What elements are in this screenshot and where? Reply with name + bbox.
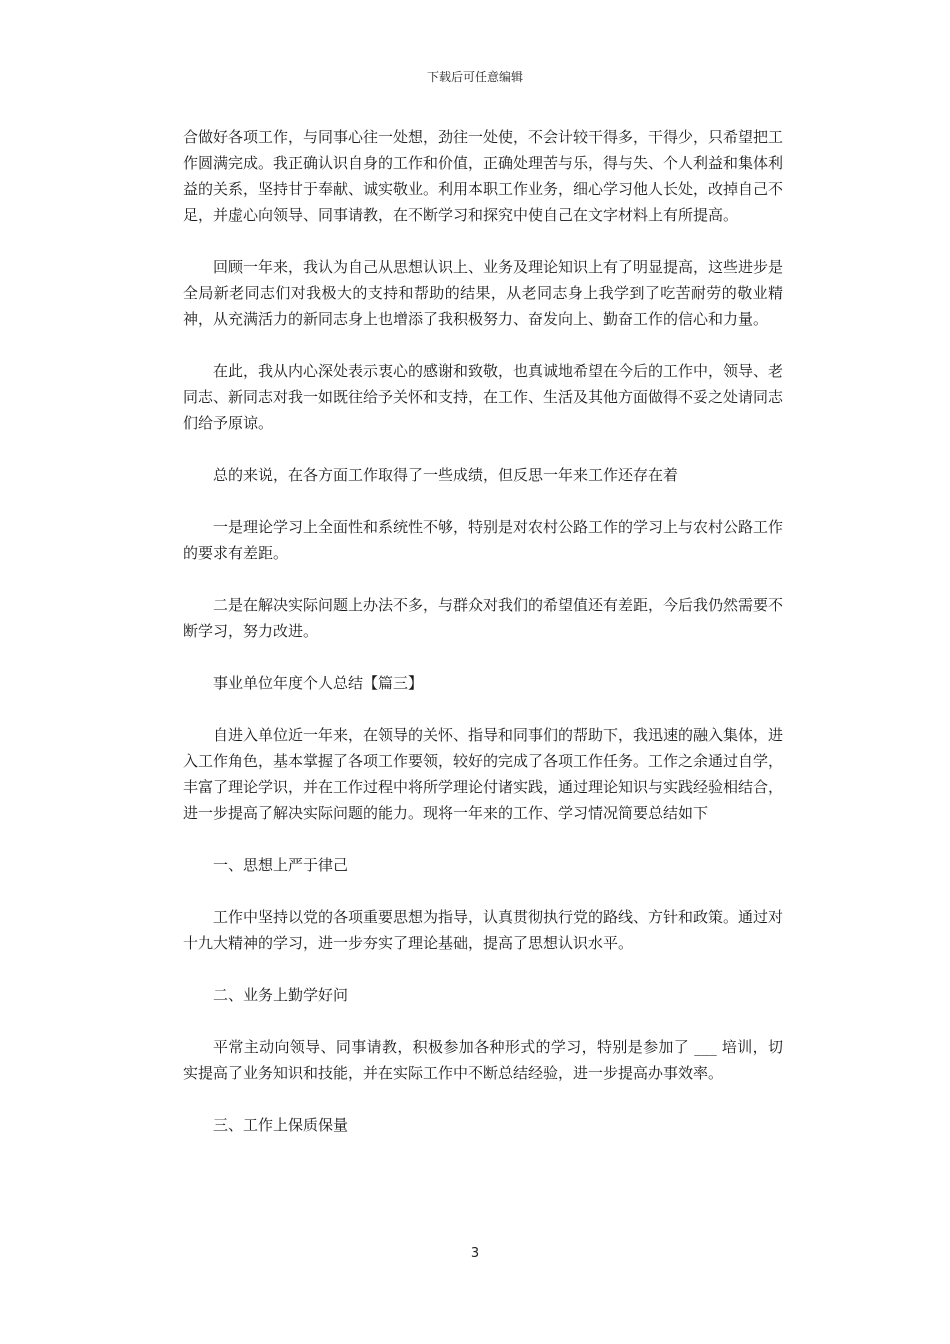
paragraph-summary: 总的来说，在各方面工作取得了一些成绩，但反思一年来工作还存在着 <box>213 466 679 484</box>
paragraph-thanks: 在此，我从内心深处表示衷心的感谢和致敬，也真诚地希望在今后的工作中，领导、老同志、新同志对我一如既往给予关怀和支持，在工作、生活及其他方面做得不妥之处请同志们给予原谅。 <box>183 362 784 432</box>
paragraph-continuation: 合做好各项工作，与同事心往一处想，劲往一处使，不会计较干得多，干得少，只希望把工作圆满完成。我正确认识自身的工作和价值，正确处理苦与乐，得与失、个人利益和集体利益的关系，坚持甘于奉献、诚实敬业。利用本职工作业务，细心学习他人长处，改掉自己不足，并虚心向领导、同事请教，在不断学习和探究中使自己在文字材料上有所提高。 <box>183 128 784 224</box>
paragraph-ideology: 工作中坚持以党的各项重要思想为指导，认真贯彻执行党的路线、方针和政策。通过对十九大精神的学习，进一步夯实了理论基础，提高了思想认识水平。 <box>183 908 784 952</box>
paragraph-review: 回顾一年来，我认为自己从思想认识上、业务及理论知识上有了明显提高，这些进步是全局新老同志们对我极大的支持和帮助的结果，从老同志身上我学到了吃苦耐劳的敬业精神，从充满活力的新同志身上也增添了我积极努力、奋发向上、勤奋工作的信心和力量。 <box>183 258 784 328</box>
paragraph-point-two: 二是在解决实际问题上办法不多，与群众对我们的希望值还有差距，今后我仍然需要不断学习，努力改进。 <box>183 596 784 640</box>
document-body <box>183 124 783 1164</box>
heading-business: 二、业务上勤学好问 <box>213 986 349 1004</box>
section-heading-part-three: 事业单位年度个人总结【篇三】 <box>213 674 424 692</box>
page-header: 下载后可任意编辑 <box>426 70 523 84</box>
paragraph-point-one: 一是理论学习上全面性和系统性不够，特别是对农村公路工作的学习上与农村公路工作的要求有差距。 <box>183 518 784 562</box>
page-number: 3 <box>470 1246 480 1261</box>
paragraph-intro: 自进入单位近一年来，在领导的关怀、指导和同事们的帮助下，我迅速的融入集体，进入工作角色，基本掌握了各项工作要领，较好的完成了各项工作任务。工作之余通过自学，丰富了理论学识，并在工作过程中将所学理论付诸实践，通过理论知识与实践经验相结合，进一步提高了解决实际问题的能力。现将一年来的工作、学习情况简要总结如下 <box>183 726 784 822</box>
heading-work-quality: 三、工作上保质保量 <box>213 1116 349 1134</box>
paragraph-business: 平常主动向领导、同事请教，积极参加各种形式的学习，特别是参加了 ___ 培训，切实提高了业务知识和技能，并在实际工作中不断总结经验，进一步提高办事效率。 <box>183 1038 783 1082</box>
heading-ideology: 一、思想上严于律己 <box>213 856 349 874</box>
